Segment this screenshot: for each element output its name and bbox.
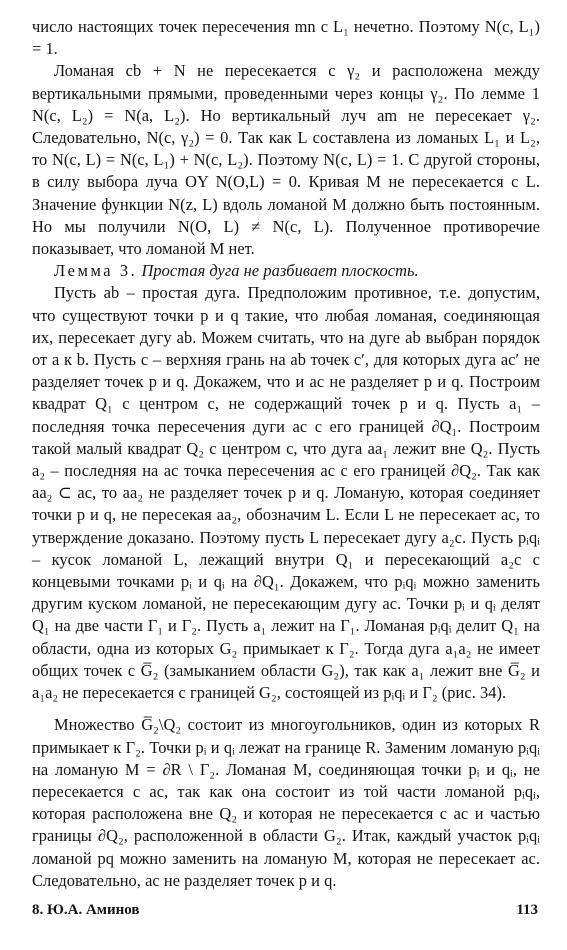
paragraph-proof: Пусть ab – простая дуга. Предположим противное, т.е. допустим, что существуют точки p и q такие, что любая ломаная, соединяющая их, пересекает дугу ab. Можем считать, что на дуге ab выбран порядок от a к b. Пусть c – верхняя грань на ab точек c′, для которых дуга ac′ не разделяет точек p и q. Докажем, что и ac не разделяет p и q. Построим квадрат Q₁ с центром c, не содержащий точек p и q. Пусть a₁ – последняя точка пересечения дуги ac с его границей ∂Q₁. Построим такой малый квадрат Q₂ с центром c, что дуга aa₁ лежит вне Q₂. Пусть a₂ – последняя на ac точка пересечения ac с его границей ∂Q₂. Так как aa₂ ⊂ ac, то aa₂ не разделяет точек p и q. Ломаную, которая соединяет точки p и q, не пересекая aa₂, обозначим L. Если L не пересекает ac, то утверждение доказано. Поэтому пусть L пересекает дугу a₂c. Пусть pᵢqᵢ – кусок ломаной L, лежащий внутри Q₁ и пересекающий a₂c с концевыми точками pᵢ и qᵢ на ∂Q₁. Докажем, что pᵢqᵢ можно заменить другим куском ломаной, не пересекающим дугу ac. Точки pᵢ и qᵢ делят Q₁ на две части Γ₁ и Γ₂. Пусть a₁ лежит на Γ₁. Ломаная pᵢqᵢ делит Q₁ на области, одна из которых G₂ примыкает к Γ₂. Тогда дуга a₁a₂ не имеет общих точек с G̅₂ (замыканием области G₂), так как a₁ лежит вне G̅₂ и a₁a₂ не пересекается с границей G₂, состоящей из pᵢqᵢ и Γ₂ (рис. 34). [32, 283, 540, 703]
page-footer [32, 902, 540, 924]
paragraph-intro: число настоящих точек пересечения mn с L₁ нечетно. Поэтому N(c, L₁) = 1. [32, 17, 540, 59]
lemma-text: Простая дуга не разбивает плоскость. [141, 261, 419, 281]
paragraph-polyline-argument: Ломаная cb + N не пересекается с γ₂ и расположена между вертикальными прямыми, проведенными через концы γ₂. По лемме 1 N(c, L₂) = N(a, L₂). Но вертикальный луч am не пересекает γ₂. Следовательно, N(c, γ₂) = 0. Так как L составлена из ломаных L₁ и L₂, то N(c, L) = N(c, L₁) + N(c, L₂). Поэтому N(c, L) = 1. С другой стороны, в силу выбора луча OY N(O,L) = 0. Кривая M не пересекается с L. Значение функции N(z, L) вдоль ломаной M должно быть постоянным. Но мы получили N(O, L) ≠ N(c, L). Полученное противоречие показывает, что ломаной M нет. [32, 61, 540, 259]
page-text [32, 16, 540, 892]
lemma-statement [32, 260, 540, 282]
lemma-heading: Лемма 3. [54, 261, 138, 281]
page-number: 113 [516, 902, 538, 918]
paragraph-proof-conclusion: Множество G̅₂\Q₂ состоит из многоугольников, один из которых R примыкает к Γ₂. Точки pᵢ и qᵢ лежат на границе R. Заменим ломаную pᵢqᵢ на ломаную M = ∂R \ Γ₂. Ломаная M, соединяющая точки pᵢ и qᵢ, не пересекается с ac, так как она состоит из той части ломаной pᵢqᵢ, которая расположена вне Q₂ и которая не пересекается с ac и частью границы ∂Q₂, расположенной в области G₂. Итак, каждый участок pᵢqᵢ ломаной pq можно заменить на ломаную M, которая не пересекает ac. Следовательно, ac не разделяет точек p и q. [32, 715, 540, 890]
signature-mark: 8. Ю.А. Аминов [32, 902, 140, 918]
